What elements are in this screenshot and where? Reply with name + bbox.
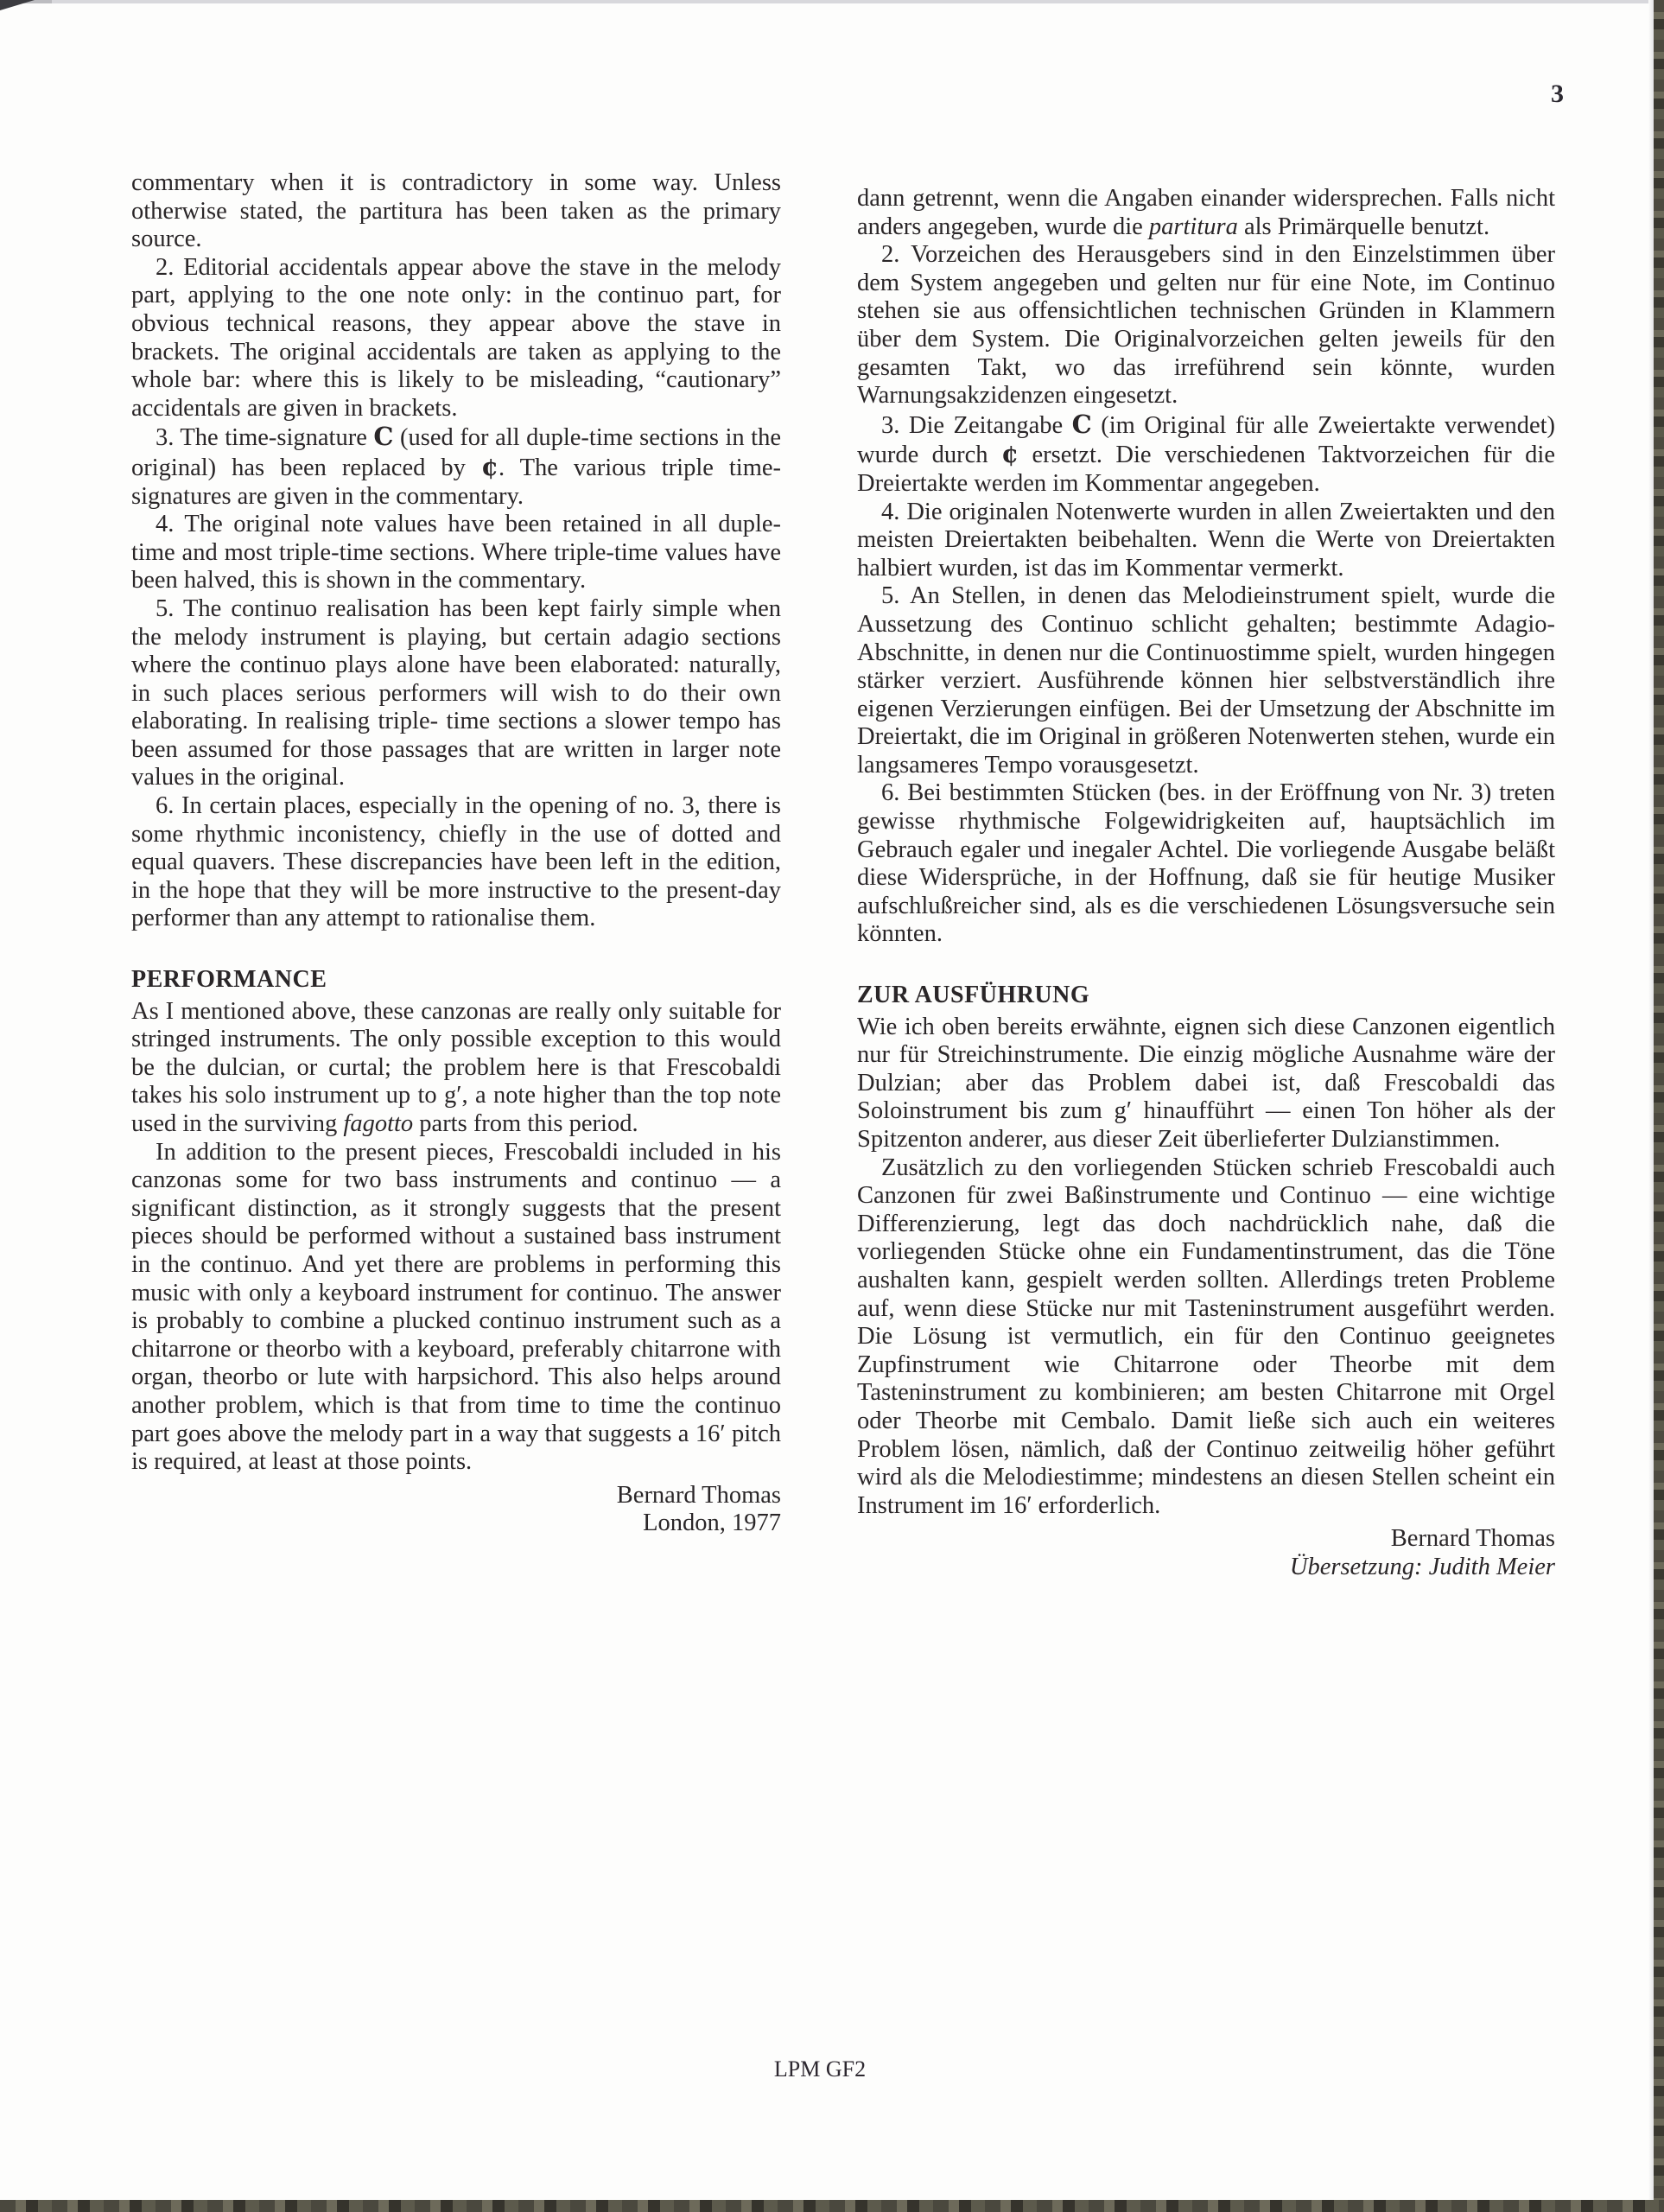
footer-catalog-number [0, 2056, 1664, 2082]
place-date: London, 1977 [643, 1510, 781, 1537]
common-time-symbol: C [373, 422, 394, 452]
german-p1-before: dann getrennt, wenn die Angaben einander widersprechen. Falls nicht anders angegeben, wurde die [857, 185, 1555, 240]
performance-p1-before: As I mentioned above, these canzonas are really only suitable for stringed instruments. The only possible exception to this would be the dulcian, or curtal; the problem here is that Frescobaldi takes his solo instrument up to g′, a note higher than the top note used in the surviving [131, 997, 781, 1137]
german-paragraph-6: 6. Bei bestimmten Stücken (bes. in der Eröffnung von Nr. 3) treten gewisse rhythmische Folgewidrigkeiten auf, hauptsächlich im Gebrauch egaler und inegaler Achtel. Die vorliegende Ausgabe beläßt diese Widersprüche, in der Hoffnung, daß sie für heutige Musiker aufschlußreicher sind, als es die verschiedenen Lösungsversuche sein könnten. [857, 779, 1555, 948]
author-name-de: Bernard Thomas [1390, 1525, 1555, 1553]
performance-heading: PERFORMANCE [131, 966, 327, 994]
translator-credit: Übersetzung: Judith Meier [1289, 1553, 1555, 1580]
common-time-symbol-de: C [1071, 409, 1092, 439]
english-p3-text-after: . The various triple time-signatures are given in the commentary. [131, 454, 782, 510]
english-p3-text-before: 3. The time-signature [156, 424, 374, 452]
performance-paragraph-1 [131, 998, 781, 1139]
english-p3-text-middle: (used for all duple-time sections in the original) has been replaced by [131, 424, 782, 481]
english-column [131, 169, 781, 1538]
english-paragraph-3 [131, 423, 781, 511]
german-p3-text-after: ersetzt. Die verschiedenen Taktvorzeichen für die Dreiertakte werden im Kommentar angegeben. [857, 442, 1555, 497]
page-corner-shadow [0, 0, 35, 10]
author-name: Bernard Thomas [616, 1481, 781, 1509]
cut-time-symbol-de: ¢ [1000, 439, 1019, 469]
zur-ausfuehrung-heading: ZUR AUSFÜHRUNG [857, 982, 1090, 1009]
page-right-edge [1654, 0, 1664, 2212]
page-bottom-edge [0, 2200, 1664, 2212]
ausfuehrung-paragraph-2: Zusätzlich zu den vorliegenden Stücken schrieb Frescobaldi auch Canzonen für zwei Baßinstrumente und Continuo — eine wichtige Differenzierung, legt das doch nachdrücklich nahe, daß die vorliegenden Stücke ohne ein Fundamentinstrument, das die Töne aushalten kann, gespielt werden sollten. Allerdings treten Probleme auf, wenn diese Stücke nur mit Tasteninstrument ausgeführt werden. Die Lösung ist vermutlich, ein für den Continuo geeignetes Zupfinstrument wie Chitarrone oder Theorbe mit dem Tasteninstrument zu kombinieren; am besten Chitarrone mit Orgel oder Theorbe mit Cembalo. Damit ließe sich auch ein weiteres Problem lösen, nämlich, daß der Continuo zeitweilig höher geführt wird als die Melodiestimme; mindestens an diesen Stellen scheint ein Instrument im 16′ erforderlich. [857, 1154, 1555, 1519]
german-paragraph-4: 4. Die originalen Notenwerte wurden in allen Zweiertakten und den meisten Dreiertakten beibehalten. Wenn die Werte von Dreiertakten halbiert wurden, ist das im Kommentar vermerkt. [857, 498, 1555, 582]
german-paragraph-5: 5. An Stellen, in denen das Melodieinstrument spielt, wurde die Aussetzung des Continuo schlicht gehalten; bestimmte Adagio- Abschnitte, in denen nur die Continuostimme spielt, wurden hingegen stärker verziert. Ausführende können hier selbstverständlich ihre eigenen Verzierungen einfügen. Bei der Umsetzung der Abschnitte im Dreiertakt, die im Original in größeren Notenwerten stehen, wurde ein langsameres Tempo vorausgesetzt. [857, 582, 1555, 779]
english-signature [131, 1482, 781, 1538]
german-p3-text-before: 3. Die Zeitangabe [881, 411, 1072, 439]
english-paragraph-1: commentary when it is contradictory in some way. Unless otherwise stated, the partitura has been taken as the primary source. [131, 169, 781, 253]
english-paragraph-5: 5. The continuo realisation has been kept fairly simple when the melody instrument is playing, but certain adagio sections where the continuo plays alone have been elaborated: naturally, in such places serious performers will wish to do their own elaborating. In realising triple- time sections a slower tempo has been assumed for those passages that are written in larger note values in the original. [131, 594, 781, 791]
performance-p1-after: parts from this period. [413, 1110, 638, 1137]
english-paragraph-4: 4. The original note values have been retained in all duple- time and most triple-time sections. Where triple-time values have been halved, this is shown in the commentary. [131, 511, 781, 594]
english-paragraph-6: 6. In certain places, especially in the opening of no. 3, there is some rhythmic inconistency, chiefly in the use of dotted and equal quavers. These discrepancies have been left in the edition, in the hope that they will be more instructive to the present-day performer than any attempt to rationalise them. [131, 792, 781, 932]
german-p3-text-middle: (im Original für alle Zweiertakte verwendet) wurde durch [857, 411, 1555, 469]
ausfuehrung-paragraph-1: Wie ich oben bereits erwähnte, eignen sich diese Canzonen eigentlich nur für Streichinstrumente. Die einzig mögliche Ausnahme wäre der Dulzian; aber das Problem dabei ist, daß Frescobaldi das Soloinstrument bis zum g′ hinaufführt — einen Ton höher als der Spitzenton anderer, aus dieser Zeit überlieferter Dulzianstimmen. [857, 1013, 1555, 1153]
german-paragraph-2: 2. Vorzeichen des Herausgebers sind in den Einzelstimmen über dem System angegeben und gelten nur für eine Note, im Continuo stehen sie aus offensichtlichen technischen Gründen in Klammern über dem System. Die Originalvorzeichen gelten jeweils für den gesamten Takt, wo das irreführend sein könnte, wurden Warnungsakzidenzen eingesetzt. [857, 241, 1555, 410]
performance-p1-italic: fagotto [343, 1110, 414, 1137]
english-paragraph-2: 2. Editorial accidentals appear above the stave in the melody part, applying to the one note only: in the continuo part, for obvious technical reasons, they appear above the stave in brackets. The original accidentals are taken as applying to the whole bar: where this is likely to be misleading, “cautionary” accidentals are given in brackets. [131, 253, 781, 422]
german-column [857, 185, 1555, 1582]
german-p1-after: als Primärquelle benutzt. [1237, 213, 1490, 240]
german-paragraph-1 [857, 185, 1555, 241]
german-p1-italic: partitura [1148, 213, 1238, 240]
performance-paragraph-2: In addition to the present pieces, Frescobaldi included in his canzonas some for two bass instruments and continuo — a significant distinction, as it strongly suggests that the present pieces should be performed without a sustained bass instrument in the continuo. And yet there are problems in performing this music with only a keyboard instrument for continuo. The answer is probably to combine a plucked continuo instrument such as a chitarrone or theorbo with a keyboard, preferably chitarrone with organ, theorbo or lute with harpsichord. This also helps around another problem, which is that from time to time the continuo part goes above the melody part in a way that suggests a 16′ pitch is required, at least at those points. [131, 1138, 781, 1476]
page-top-edge [0, 0, 1664, 3]
german-paragraph-3 [857, 410, 1555, 499]
cut-time-symbol: ¢ [480, 451, 499, 481]
footer-text: LPM GF2 [773, 2056, 867, 2082]
page-number: 3 [1551, 79, 1564, 108]
german-signature [857, 1525, 1555, 1581]
